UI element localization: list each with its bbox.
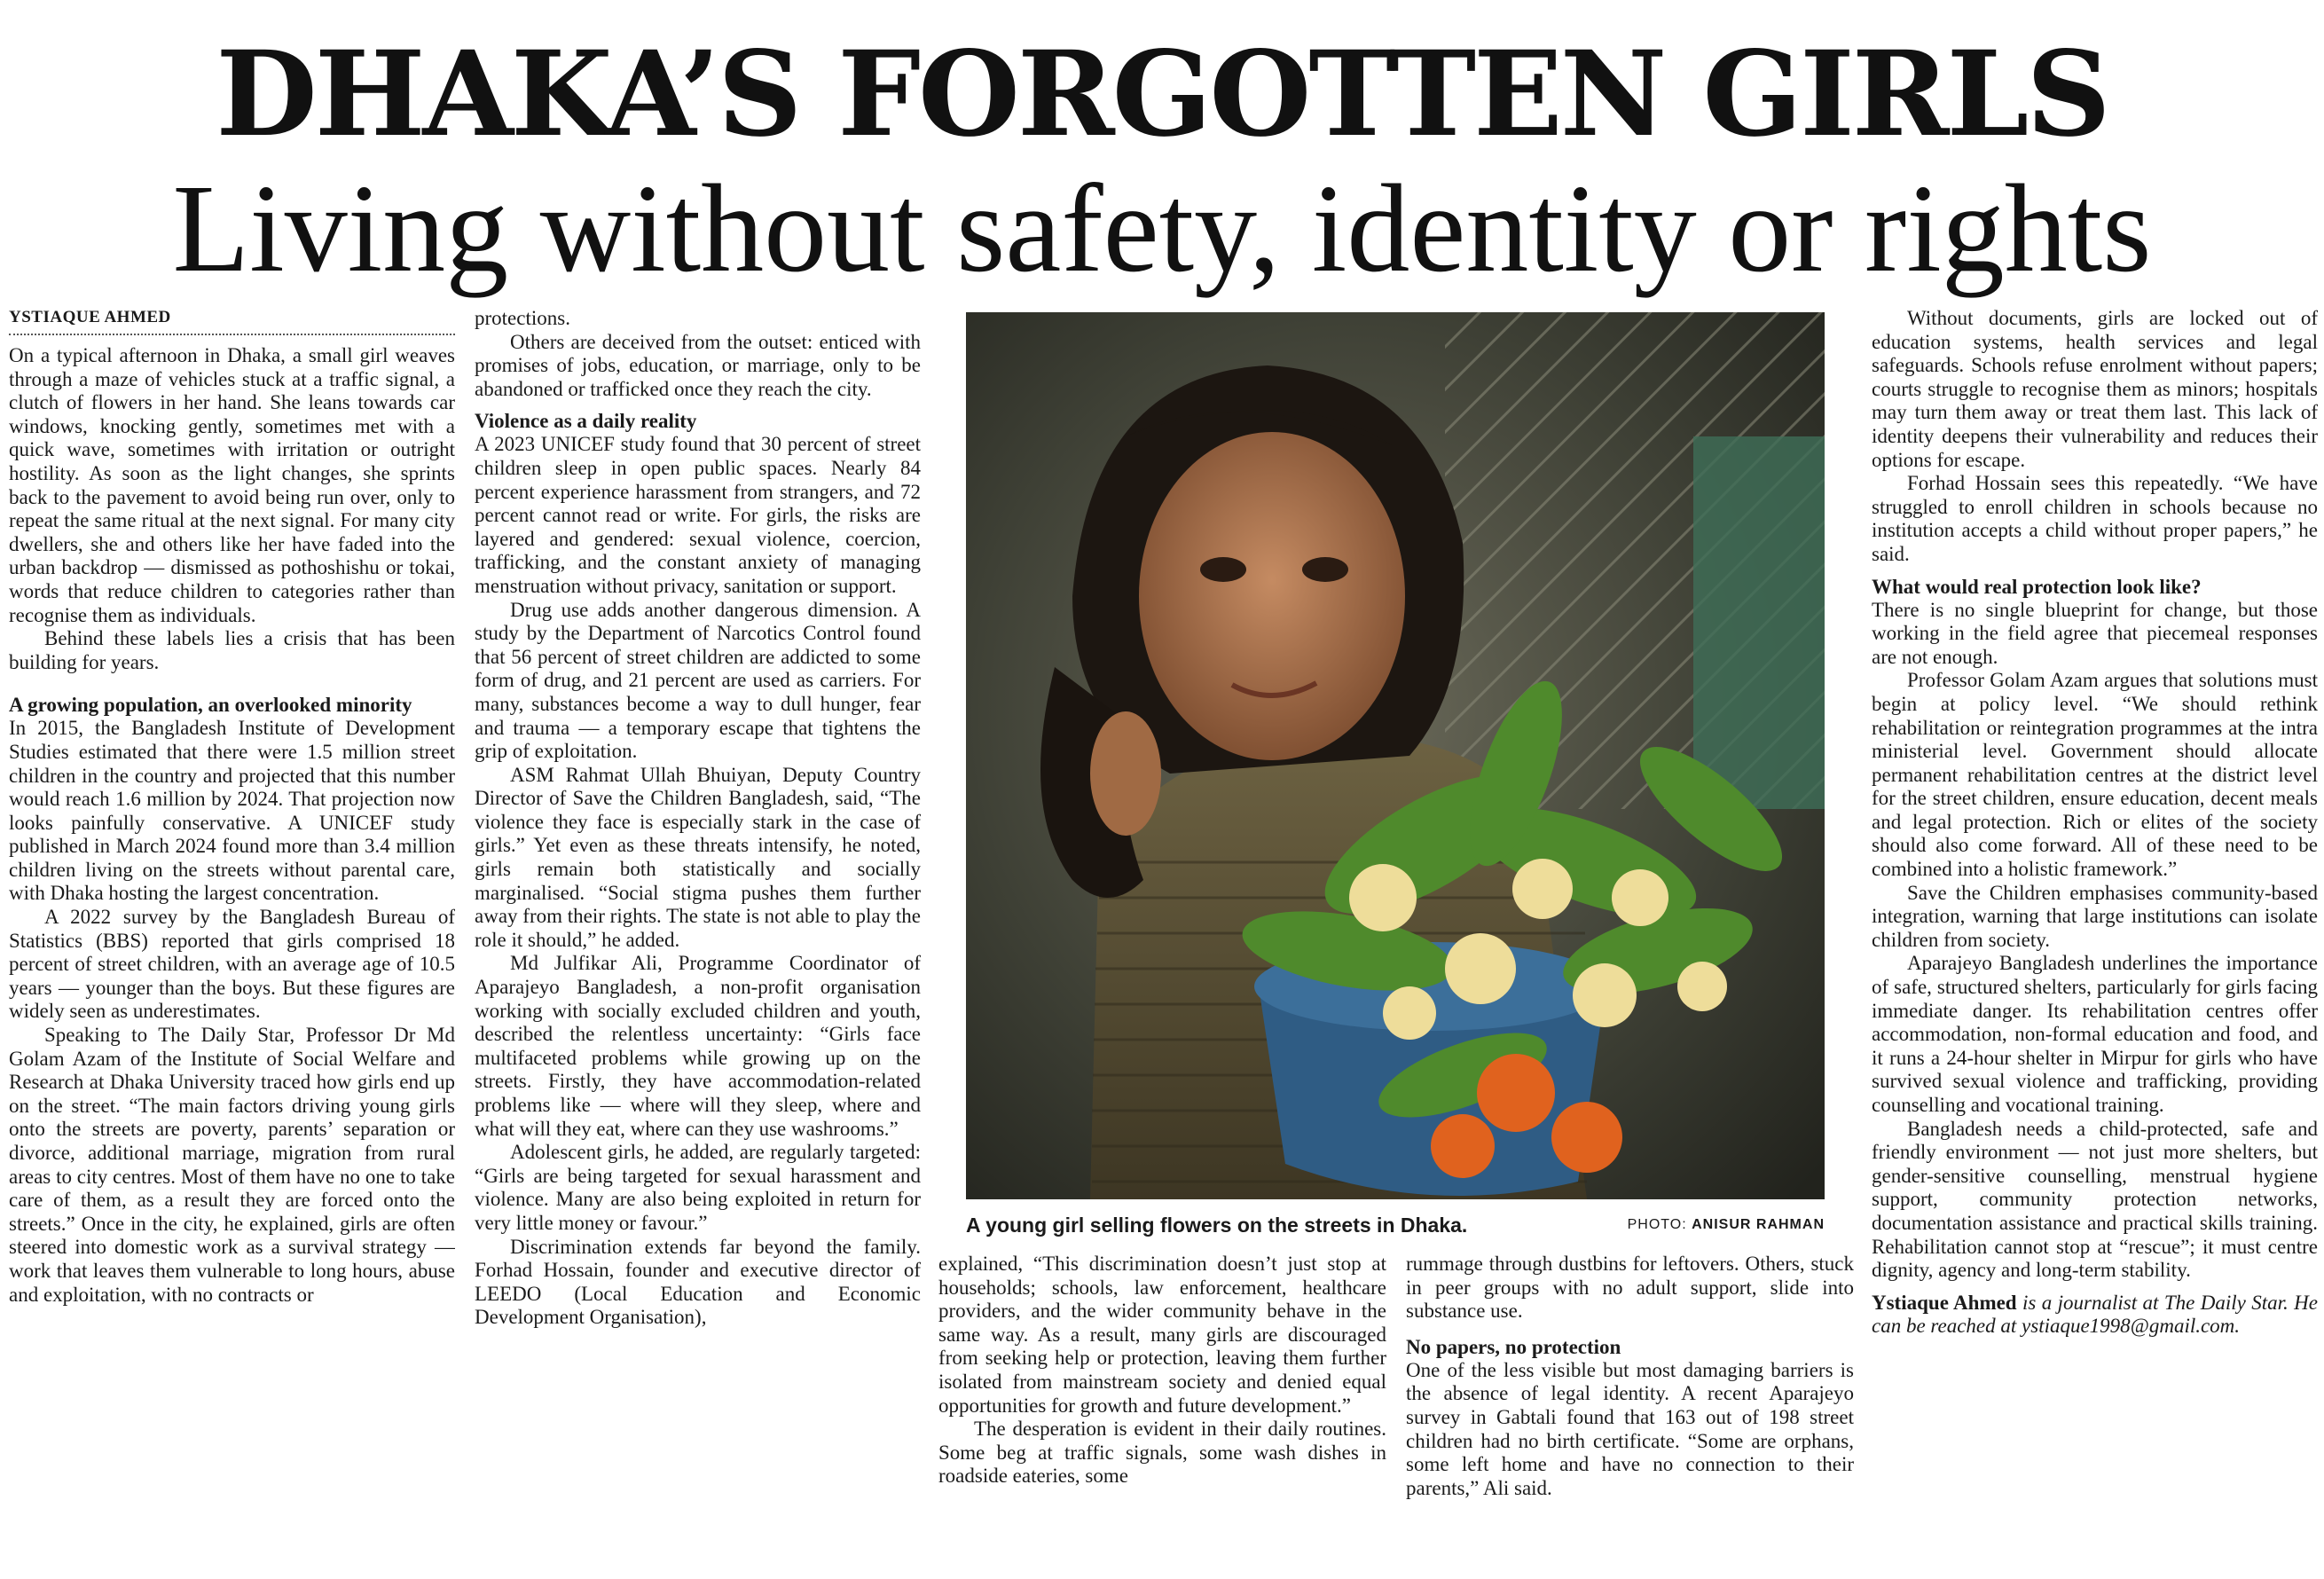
paragraph: Drug use adds another dangerous dimension. A study by the Department of Narcotics Control found that 56 percent of street children are addicted to some form of drug, and 21 percent are used as carriers. For many, substances become a way to dull hunger, fear and trauma — a temporary escape that tightens the grip of exploitation.	[475, 598, 921, 763]
paragraph: ASM Rahmat Ullah Bhuiyan, Deputy Country Director of Save the Children Bangladesh, said, “The violence they face is especially stark in the case of girls.” Yet even as these threats intensify, he noted, girls remain both statistically and socially marginalised. “Social stigma pushes them further away from their rights. The state is not able to play the role it should,” he added.	[475, 763, 921, 951]
section-heading: A growing population, an overlooked minority	[9, 694, 412, 717]
paragraph: There is no single blueprint for change, but those working in the field agree that piecemeal responses are not enough.	[1872, 598, 2318, 668]
paragraph: On a typical afternoon in Dhaka, a small girl weaves through a maze of vehicles stuck at a traffic signal, a clutch of flowers in her hand. She leans towards car windows, knocking gently, sometimes met with a quick wave, sometimes with irritation or outright hostility. As soon as the light changes, she sprints back to the pavement to avoid being run over, only to repeat the same ritual at the next signal. For many city dwellers, she and others like her have faded into the urban backdrop — dismissed as pothoshishu or tokai, words that reduce children to categories rather than recognise them as individuals.	[9, 344, 455, 626]
paragraph: Without documents, girls are locked out of education systems, health services and legal safeguards. Schools refuse enrolment without papers; courts struggle to recognise them as minors; hospitals may turn them away or treat them last. This lack of identity deepens their vulnerability and reduces their options for escape.	[1872, 307, 2318, 471]
credit-label: PHOTO:	[1627, 1217, 1687, 1232]
byline: YSTIAQUE AHMED	[9, 307, 455, 335]
news-photo	[966, 312, 1825, 1199]
caption-text: A young girl selling flowers on the streets in Dhaka.	[966, 1214, 1468, 1237]
paragraph: protections.	[475, 307, 570, 329]
article-column-1	[9, 307, 455, 1571]
article-column-3	[938, 1253, 1386, 1572]
section-heading: What would real protection look like?	[1872, 575, 2202, 598]
author-bio-text: is a journalist at The Daily Star. He can be reached at ystiaque1998@gmail.com.	[1872, 1291, 2318, 1338]
article-column-5	[1872, 307, 2318, 1571]
paragraph: rummage through dustbins for leftovers. Others, stuck in peer groups with no adult support, slide into substance use.	[1406, 1253, 1854, 1323]
paragraph: The desperation is evident in their daily routines. Some beg at traffic signals, some wash dishes in roadside eateries, some	[938, 1418, 1386, 1488]
author-bio	[1872, 1292, 2318, 1339]
paragraph: A 2022 survey by the Bangladesh Bureau of Statistics (BBS) reported that girls comprised 18 percent of street children, with an average age of 10.5 years — younger than the boys. But these figures are widely seen as underestimates.	[9, 906, 455, 1023]
paragraph: Forhad Hossain sees this repeatedly. “We have struggled to enroll children in schools because no institution accepts a child without proper papers,” he said.	[1872, 472, 2318, 565]
section-heading: Violence as a daily reality	[475, 410, 697, 433]
article-column-2	[475, 307, 921, 1571]
paragraph: Aparajeyo Bangladesh underlines the importance of safe, structured shelters, particularly for girls facing immediate danger. Its rehabilitation centres offer accommodation, non-formal education and food, and it runs a 24-hour shelter in Mirpur for girls who have survived sexual violence and trafficking, providing counselling and vocational training.	[1872, 952, 2318, 1116]
paragraph: Behind these labels lies a crisis that has been building for years.	[9, 627, 455, 673]
paragraph: Save the Children emphasises community-based integration, warning that large institutions can isolate children from society.	[1872, 881, 2318, 951]
paragraph: Md Julfikar Ali, Programme Coordinator of Aparajeyo Bangladesh, a non-profit organisation working with socially excluded children and youth, described the relentless uncertainty: “Girls face multifaceted problems while growing up on the streets. Firstly, they have accommodation-related problems like — where will they sleep, where and what will they eat, where can they use washrooms.”	[475, 952, 921, 1140]
subheadline: Living without safety, identity or rights	[172, 158, 2152, 298]
section-heading: No papers, no protection	[1406, 1335, 1621, 1358]
paragraph: Bangladesh needs a child-protected, safe and friendly environment — not just more shelters, but gender-sensitive counselling, menstrual hygiene support, community protection networks, documentation assistance and practical skills training. Rehabilitation cannot stop at “rescue”; it must centre dignity, agency and long-term stability.	[1872, 1117, 2318, 1282]
article-column-4	[1406, 1253, 1854, 1572]
paragraph: Adolescent girls, he added, are regularly targeted: “Girls are being targeted for sexual harassment and violence. Many are also being exploited in return for very little money or favour.”	[475, 1141, 921, 1234]
paragraph: One of the less visible but most damaging barriers is the absence of legal identity. A recent Aparajeyo survey in Gabtali found that 163 out of 198 street children had no birth certificate. “Some are orphans, some left home and have no connection to their parents,” Ali said.	[1406, 1358, 1854, 1499]
paragraph: Discrimination extends far beyond the family. Forhad Hossain, founder and executive director of LEEDO (Local Education and Economic Development Organisation),	[475, 1235, 921, 1329]
paragraph: In 2015, the Bangladesh Institute of Development Studies estimated that there were 1.5 million street children in the country and projected that this number would reach 1.6 million by 2024. That projection now looks painfully conservative. A UNICEF study published in March 2024 found more than 3.4 million children living on the streets without parental care, with Dhaka hosting the largest concentration.	[9, 717, 455, 905]
headline: DHAKA’S FORGOTTEN GIRLS	[216, 26, 2108, 163]
photo-caption	[966, 1214, 1825, 1242]
author-name: Ystiaque Ahmed	[1872, 1291, 2017, 1314]
paragraph: explained, “This discrimination doesn’t just stop at households; schools, law enforcement, healthcare providers, and the wider community behave in the same way. As a result, many girls are discouraged from seeking help or protection, leaving them further isolated from mainstream society and denied equal opportunities for growth and future development.”	[938, 1253, 1386, 1417]
credit-name: ANISUR RAHMAN	[1692, 1217, 1825, 1232]
paragraph: Speaking to The Daily Star, Professor Dr Md Golam Azam of the Institute of Social Welfare and Research at Dhaka University traced how girls end up on the street. “The main factors driving young girls onto the streets are poverty, parents’ separation or divorce, additional marriage, migration from rural areas to city centres. Most of them have no one to take care of them, as a result they are forced onto the streets.” Once in the city, he explained, girls are often steered into domestic work as a survival strategy — work that leaves them vulnerable to long hours, abuse and exploitation, with no contracts or	[9, 1024, 455, 1306]
paragraph: Professor Golam Azam argues that solutions must begin at policy level. “We should rethink rehabilitation or reintegration programmes at the intra ministerial level. Government should allocate permanent rehabilitation centres at the district level for the street children, ensure education, decent meals and legal protection. Rich or elites of the society should also come forward. All of these need to be combined into a holistic framework.”	[1872, 669, 2318, 881]
photo-credit	[1628, 1217, 1825, 1233]
paragraph: A 2023 UNICEF study found that 30 percent of street children sleep in open public spaces. Nearly 84 percent experience harassment from strangers, and 72 percent cannot read or write. For girls, the risks are layered and gendered: sexual violence, coercion, trafficking, and the constant anxiety of managing menstruation without privacy, sanitation or support.	[475, 433, 921, 597]
paragraph: Others are deceived from the outset: enticed with promises of jobs, education, or marriage, only to be abandoned or trafficked once they reach the city.	[475, 330, 921, 400]
